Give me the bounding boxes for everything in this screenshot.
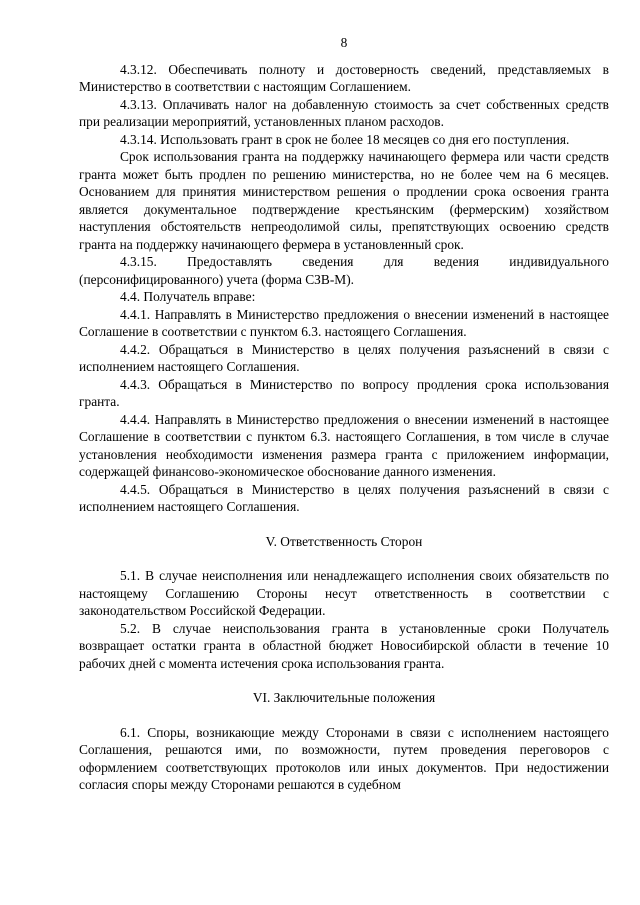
clause-6-1: 6.1. Споры, возникающие между Сторонами в связи с исполнением настоящего Соглашения, решаются ими, по возможности, путем проведения переговоров с оформлением соответствующих протоколов или иных документов. При недостижении согласия споры между Сторонами решаются в судебном: [79, 724, 609, 792]
clause-4-4-3: 4.4.3. Обращаться в Министерство по вопросу продления срока использования гранта.: [79, 376, 609, 409]
clause-4-3-14: 4.3.14. Использовать грант в срок не более 18 месяцев со дня его поступления.: [120, 131, 570, 147]
section-6-title: VI. Заключительные положения: [252, 690, 436, 705]
clause-4-3-15: 4.3.15. Предоставлять сведения для ведения индивидуального (персонифицированного) учета (форма СЗВ-М).: [79, 254, 609, 287]
clause-4-4-2: 4.4.2. Обращаться в Министерство в целях получения разъяснений в связи с исполнением настоящего Соглашения.: [79, 341, 609, 374]
clause-4-4-5: 4.4.5. Обращаться в Министерство в целях получения разъяснений в связи с исполнением настоящего Соглашения.: [79, 481, 609, 514]
clause-5-2: 5.2. В случае неиспользования гранта в установленные сроки Получатель возвращает остатки гранта в областной бюджет Новосибирской области в течение 10 рабочих дней с момента истечения срока использования гранта.: [79, 620, 609, 671]
grant-extension-paragraph: Срок использования гранта на поддержку начинающего фермера или части средств гранта может быть продлен по решению министерства, но не более чем на 6 месяцев. Основанием для принятия министерством решения о продлении срока освоения гранта является документальное подтверждение крестьянским (фермерским) хозяйством наступления обстоятельств непреодолимой силы, препятствующих освоению средств гранта на поддержку начинающего фермера в установленный срок.: [79, 149, 609, 252]
clause-4-3-12: 4.3.12. Обеспечивать полноту и достоверность сведений, представляемых в Министерство в соответствии с настоящим Соглашением.: [79, 61, 609, 94]
section-5-title: V. Ответственность Сторон: [265, 533, 423, 549]
clause-4-4: 4.4. Получатель вправе:: [120, 289, 256, 304]
document-page: [79, 34, 609, 794]
page-number: 8: [340, 35, 348, 50]
clause-4-3-13: 4.3.13. Оплачивать налог на добавленную стоимость за счет собственных средств при реализации мероприятий, установленных планом расходов.: [79, 96, 609, 129]
clause-5-1: 5.1. В случае неисполнения или ненадлежащего исполнения своих обязательств по настоящему Соглашению Стороны несут ответственность в соответствии с законодательством Российской Федерации.: [79, 568, 609, 618]
clause-4-4-4: 4.4.4. Направлять в Министерство предложения о внесении изменений в настоящее Соглашение в соответствии с пунктом 6.3. настоящего Соглашения, в том числе в случае установления необходимости изменения размера гранта с приложением информации, содержащей финансово-экономическое обоснование данного изменения.: [79, 411, 609, 479]
clause-4-4-1: 4.4.1. Направлять в Министерство предложения о внесении изменений в настоящее Соглашение в соответствии с пунктом 6.3. настоящего Соглашения.: [79, 306, 609, 339]
